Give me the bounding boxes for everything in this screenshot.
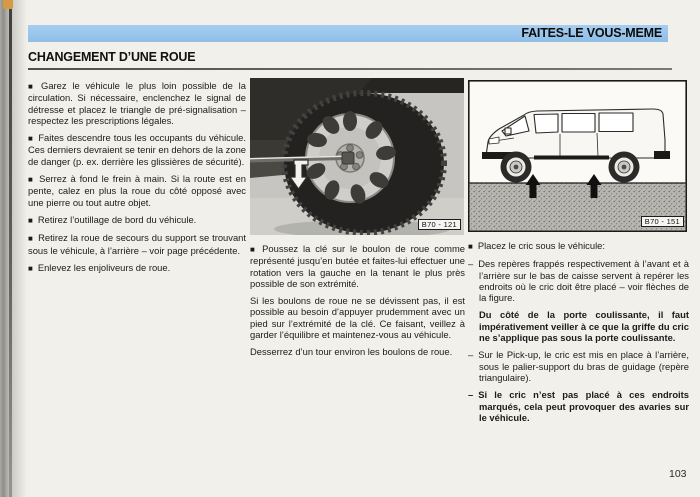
- title-rule: [28, 68, 672, 70]
- bullet-square-icon: ■: [28, 175, 35, 185]
- paragraph: [28, 214, 246, 226]
- figure-label: B70 - 121: [418, 219, 461, 230]
- paragraph: [250, 243, 465, 289]
- paragraph: [28, 232, 246, 256]
- wheel-wrench-photo-art: [250, 78, 464, 235]
- bullet-square-icon: ■: [28, 234, 34, 244]
- paragraph: [468, 240, 689, 252]
- dash-marker: –: [468, 389, 474, 401]
- paragraph: [28, 132, 246, 167]
- binding-shadow-line: [9, 0, 12, 497]
- paragraph: [28, 80, 246, 126]
- bullet-square-icon: ■: [28, 134, 34, 144]
- paragraph-text: Des repères frappés respectivement à l’avant et à l’arrière sur le bas de caisse servent à repérer les endroits où le cric doit être placé – voir flèches de la figure.: [478, 258, 689, 304]
- warning-paragraph: [468, 309, 689, 343]
- bullet-square-icon: ■: [468, 242, 473, 251]
- column-right: [468, 240, 689, 429]
- paragraph-text: Si les boulons de roue ne se dévissent pas, il est possible au besoin d’appuyer prudemment avec un pied sur l’extrémité de la clé. Ce faisant, veillez à garder l’équilibre et maintenez-vous au véhicule.: [250, 295, 465, 341]
- bullet-square-icon: ■: [28, 263, 33, 273]
- paragraph-text: Sur le Pick-up, le cric est mis en place à l’arrière, sous le palier-support du bras de guidage (repère triangulaire).: [478, 349, 689, 383]
- paragraph: [468, 258, 689, 303]
- paragraph-text: Desserrez d’un tour environ les boulons de roue.: [250, 346, 453, 358]
- paragraph-text: Garez le véhicule le plus loin possible de la circulation. Si nécessaire, enclenchez le signal de détresse et placez le triangle de pré-signalisation – respectez les prescriptions légales.: [28, 80, 246, 126]
- paragraph-text: Poussez la clé sur le boulon de roue comme représenté jusqu’en butée et faites-lui effectuer une rotation vers la gauche en la tenant le plus près possible de son extrémité.: [250, 243, 465, 289]
- bullet-square-icon: ■: [250, 245, 258, 254]
- page-number: 103: [669, 468, 687, 480]
- paragraph: [468, 349, 689, 383]
- paragraph-text: Faites descendre tous les occupants du véhicule. Ces derniers devraient se tenir en dehors de la zone de danger (p. ex. derrière les glissières de sécurité).: [28, 132, 246, 167]
- chapter-header-bar: [28, 25, 668, 42]
- figure-label: B70 - 151: [641, 216, 684, 227]
- paragraph-text: Enlevez les enjoliveurs de roue.: [37, 261, 171, 273]
- wheel-wrench-photo: [250, 78, 464, 235]
- cover-corner-mark: [3, 0, 13, 9]
- page-title: CHANGEMENT D’UNE ROUE: [28, 50, 196, 64]
- paragraph: [28, 262, 246, 274]
- dash-marker: –: [468, 258, 474, 270]
- bullet-square-icon: ■: [28, 215, 33, 225]
- bullet-square-icon: ■: [28, 82, 37, 91]
- warning-paragraph: [468, 389, 689, 423]
- paragraph: [28, 173, 246, 208]
- paragraph-text: Du côté de la porte coulissante, il faut impérativement veiller à ce que la griffe du cric ne s’applique pas sous la porte coulissante.: [479, 309, 689, 344]
- column-middle: [250, 243, 465, 364]
- chapter-title: FAITES-LE VOUS-MEME: [521, 26, 662, 40]
- paragraph-text: Si le cric n’est pas placé à ces endroits marqués, cela peut provoquer des avaries sur le véhicule.: [478, 389, 689, 423]
- column-left: [28, 80, 246, 280]
- jack-points-illustration-art: [468, 80, 687, 232]
- paragraph-text: Retirez la roue de secours du support se trouvant sous le véhicule, à l’arrière – voir page précédente.: [28, 232, 246, 256]
- paragraph-text: Placez le cric sous le véhicule:: [477, 240, 605, 251]
- paragraph-text: Serrez à fond le frein à main. Si la route est en pente, calez en plus la roue du côté opposé avec une pierre ou tout autre objet.: [28, 173, 246, 208]
- paragraph: [250, 346, 465, 357]
- book-binding-edge: [0, 0, 27, 497]
- paragraph: [250, 295, 465, 340]
- paragraph-text: Retirez l’outillage de bord du véhicule.: [37, 213, 197, 225]
- dash-marker: –: [468, 349, 474, 361]
- jack-points-illustration: [468, 80, 687, 232]
